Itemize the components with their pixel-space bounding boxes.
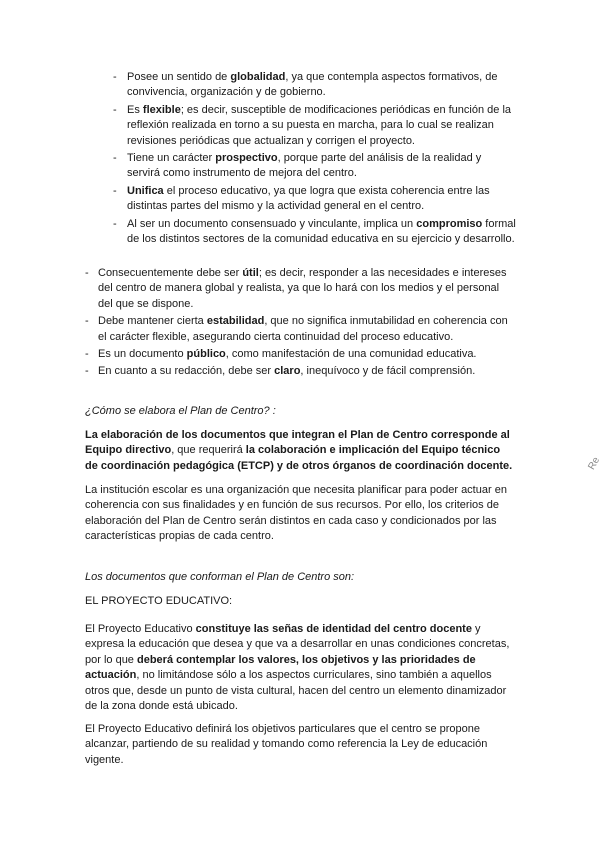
list-item: - Es un documento público, como manifestación de una comunidad educativa. [98,347,516,362]
list-item: - Debe mantener cierta estabilidad, que no significa inmutabilidad en coherencia con el carácter flexible, asegurando cierta continuidad del proceso educativo. [98,314,516,345]
heading-how-elaborated: ¿Cómo se elabora el Plan de Centro? : [85,405,276,417]
list-item: - En cuanto a su redacción, debe ser claro, inequívoco y de fácil comprensión. [98,364,516,379]
heading-documents: Los documentos que conforman el Plan de Centro son: [85,571,355,583]
paragraph-objectives: El Proyecto Educativo definirá los objetivos particulares que el centro se propone alcanzar, partiendo de su realidad y tomando como referencia la Ley de educación vigente. [85,723,488,766]
paragraph-institution: La institución escolar es una organización que necesita planificar para poder actuar en coherencia con sus finalidades y en función de sus recursos. Por ello, los criterios de elaboración del Plan de Centro serán distintos en cada caso y condicionados por las características propias de cada centro. [85,484,507,543]
list-item: - Tiene un carácter prospectivo, porque parte del análisis de la realidad y servirá como instrumento de mejora del centro. [127,151,517,182]
list-item: - Es flexible; es decir, susceptible de modificaciones periódicas en función de la reflexión realizada en torno a su puesta en marcha, para lo cual se realizan revisiones periódicas que actualizan y corrigen el proyecto. [127,103,517,149]
list-item: - Consecuentemente debe ser útil; es decir, responder a las necesidades e intereses del centro de manera global y realista, ya que lo hará con los medios y el personal del que se dispone. [98,266,516,312]
main-bullet-list [98,266,516,382]
section-title: EL PROYECTO EDUCATIVO: [85,595,233,607]
paragraph-proyecto-educativo: El Proyecto Educativo constituye las señas de identidad del centro docente y expresa la educación que desea y que va a desarrollar en unas condiciones concretas, por lo que deberá contemplar los valores, los objetivos y las prioridades de actuación, no limitándose sólo a los aspectos curriculares, sino también a aquellos otros que, desde un punto de vista cultural, hacen del centro un elemento dinamizador de la zona donde está ubicado. [85,623,510,713]
sub-bullet-list [127,70,517,249]
list-item: - Al ser un documento consensuado y vinculante, implica un compromiso formal de los distintos sectores de la comunidad educativa en su ejercicio y desarrollo. [127,217,517,248]
list-item: - Unifica el proceso educativo, ya que logra que exista coherencia entre las distintas partes del mismo y la actividad general en el centro. [127,184,517,215]
paragraph-elaboration: La elaboración de los documentos que integran el Plan de Centro corresponde al Equipo directivo, que requerirá la colaboración e implicación del Equipo técnico de coordinación pedagógica (ETCP) y de otros órganos de coordinación docente. [85,429,513,472]
list-item: - Posee un sentido de globalidad, ya que contempla aspectos formativos, de convivencia, organización y de gobierno. [127,70,517,101]
side-watermark-text: Re [586,455,603,472]
